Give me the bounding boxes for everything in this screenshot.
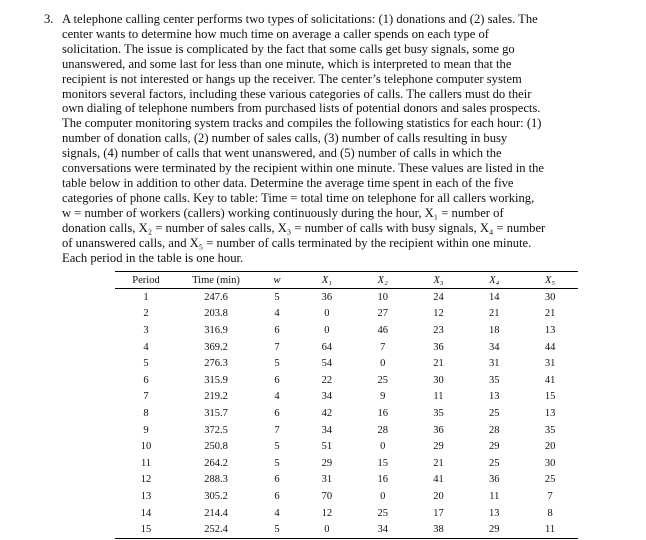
table-cell: 12 <box>433 308 444 320</box>
table-cell: 7 <box>274 341 280 353</box>
table-cell: 12 <box>140 474 152 486</box>
table-cell: 18 <box>489 324 500 336</box>
table-cell: 25 <box>544 474 556 486</box>
table-cell: 54 <box>321 358 333 370</box>
table-cell: 36 <box>489 474 500 486</box>
call-statistics-table <box>115 271 578 539</box>
table-cell: 42 <box>321 407 333 419</box>
table-cell: 11 <box>522 521 578 538</box>
table-row <box>115 472 578 489</box>
table-cell: 276.3 <box>204 358 228 370</box>
column-header: X₂ <box>355 272 411 289</box>
table-cell: 29 <box>466 521 522 538</box>
table-cell: 6 <box>274 407 280 419</box>
table-row <box>115 372 578 389</box>
table-cell: 31 <box>489 358 500 370</box>
problem-text-line: The computer monitoring system tracks and compiles the following statistics for each hour: (1) <box>62 116 542 131</box>
table-cell: 6 <box>274 324 280 336</box>
table-cell: 250.8 <box>204 441 228 453</box>
problem-statement <box>62 12 642 265</box>
table-cell: 35 <box>433 407 444 419</box>
problem-text-line: categories of phone calls. Key to table: Time = total time on telephone for all callers working, <box>62 190 535 205</box>
table-cell: 5 <box>255 521 299 538</box>
table-row <box>115 422 578 439</box>
table-cell: 10 <box>377 291 388 303</box>
table-cell: 34 <box>321 391 333 403</box>
table-cell: 5 <box>143 358 149 370</box>
table-row <box>115 505 578 522</box>
table-cell: 219.2 <box>204 391 228 403</box>
table-cell: 44 <box>544 341 556 353</box>
table-cell: 4 <box>143 341 149 353</box>
table-cell: 252.4 <box>177 521 255 538</box>
table-cell: 13 <box>544 324 556 336</box>
problem-text-line: conversations were terminated by the recipient within one minute. These values are listed in the <box>62 161 545 176</box>
table-cell: 214.4 <box>204 507 228 519</box>
table-cell: 14 <box>140 507 152 519</box>
column-header: X₅ <box>522 272 578 289</box>
table-cell: 0 <box>380 358 386 370</box>
table-cell: 41 <box>544 374 556 386</box>
table-cell: 8 <box>547 507 553 519</box>
table-cell: 13 <box>489 391 500 403</box>
table-cell: 11 <box>433 391 444 403</box>
problem-text-line: monitors several factors, including these various categories of calls. The callers must do their <box>62 86 532 101</box>
table-header-row <box>115 272 578 289</box>
table-row <box>115 521 578 538</box>
table-cell: 28 <box>489 424 500 436</box>
table-cell: 41 <box>433 474 444 486</box>
table-cell: 0 <box>324 324 330 336</box>
table-cell: 35 <box>544 424 556 436</box>
table-cell: 14 <box>489 291 500 303</box>
table-cell: 0 <box>324 308 330 320</box>
column-header: X₃ <box>411 272 467 289</box>
table-cell: 11 <box>140 457 152 469</box>
table-row <box>115 306 578 323</box>
table-row <box>115 339 578 356</box>
table-cell: 34 <box>355 521 411 538</box>
table-cell: 247.6 <box>204 291 228 303</box>
table-cell: 24 <box>433 291 444 303</box>
table-cell: 21 <box>489 308 500 320</box>
table-cell: 8 <box>143 407 149 419</box>
table-cell: 6 <box>274 474 280 486</box>
table-cell: 10 <box>140 441 152 453</box>
table-cell: 15 <box>377 457 388 469</box>
table-cell: 15 <box>115 521 177 538</box>
table-cell: 29 <box>321 457 333 469</box>
problem-text-line: own dialing of telephone numbers from purchased lists of potential donors and sales prospects. <box>62 101 541 116</box>
table-cell: 21 <box>544 308 556 320</box>
table-cell: 1 <box>143 291 149 303</box>
table-row <box>115 455 578 472</box>
column-header: Period <box>115 272 177 289</box>
table-cell: 30 <box>544 291 556 303</box>
table-cell: 7 <box>274 424 280 436</box>
table-cell: 7 <box>547 490 553 502</box>
table-cell: 20 <box>433 490 444 502</box>
table-cell: 46 <box>377 324 388 336</box>
table-cell: 31 <box>544 358 556 370</box>
table-cell: 23 <box>433 324 444 336</box>
table-row <box>115 322 578 339</box>
problem-text-line: A telephone calling center performs two types of solicitations: (1) donations and (2) sales. The <box>62 12 538 26</box>
table-cell: 15 <box>544 391 556 403</box>
table-cell: 0 <box>299 521 355 538</box>
table-cell: 31 <box>321 474 333 486</box>
table-cell: 70 <box>321 490 333 502</box>
table-cell: 7 <box>143 391 149 403</box>
table-cell: 64 <box>321 341 333 353</box>
table-row <box>115 405 578 422</box>
table-cell: 16 <box>377 407 388 419</box>
table-cell: 203.8 <box>204 308 228 320</box>
table-cell: 25 <box>377 374 388 386</box>
table-cell: 29 <box>489 441 500 453</box>
table-cell: 27 <box>377 308 388 320</box>
table-cell: 34 <box>489 341 500 353</box>
table-cell: 25 <box>489 457 500 469</box>
table-cell: 0 <box>380 441 386 453</box>
table-cell: 0 <box>380 490 386 502</box>
problem-number: 3. <box>44 12 54 26</box>
column-header: X₁ <box>299 272 355 289</box>
table-cell: 13 <box>489 507 500 519</box>
table-cell: 6 <box>274 374 280 386</box>
table-cell: 315.9 <box>204 374 228 386</box>
table-cell: 5 <box>274 358 280 370</box>
table-cell: 36 <box>433 424 444 436</box>
table-row <box>115 355 578 372</box>
problem-text-line: recipient is not interested or hangs up the receiver. The center’s telephone computer system <box>62 71 522 86</box>
table-cell: 11 <box>489 490 500 502</box>
table-cell: 3 <box>143 324 149 336</box>
table-cell: 4 <box>274 308 280 320</box>
problem-text-line: donation calls, X₂ = number of sales calls, X₃ = number of calls with busy signals, X₄ = number <box>62 220 546 235</box>
table-cell: 13 <box>140 490 152 502</box>
problem-text-line: table below in addition to other data. Determine the average time spent in each of the five <box>62 175 514 190</box>
problem-text-line: of unanswered calls, and X₅ = number of calls terminated by the recipient within one minute. <box>62 235 532 250</box>
table-cell: 372.5 <box>204 424 228 436</box>
column-header: X₄ <box>466 272 522 289</box>
table-cell: 369.2 <box>204 341 228 353</box>
table-cell: 22 <box>321 374 333 386</box>
table-cell: 6 <box>143 374 149 386</box>
table-cell: 9 <box>143 424 149 436</box>
table-cell: 25 <box>489 407 500 419</box>
table-cell: 34 <box>321 424 333 436</box>
table-cell: 36 <box>321 291 333 303</box>
table-cell: 35 <box>489 374 500 386</box>
table-cell: 20 <box>544 441 556 453</box>
table-row <box>115 289 578 306</box>
table-cell: 21 <box>433 457 444 469</box>
table-cell: 25 <box>377 507 388 519</box>
table-cell: 9 <box>380 391 386 403</box>
table-cell: 305.2 <box>204 490 228 502</box>
table-row <box>115 488 578 505</box>
table-cell: 30 <box>433 374 444 386</box>
table-cell: 4 <box>274 507 280 519</box>
problem-text-line: center wants to determine how much time on average a caller spends on each type of <box>62 26 489 41</box>
table-cell: 288.3 <box>204 474 228 486</box>
table-cell: 51 <box>321 441 333 453</box>
problem-text-line: unanswered, and some last for less than one minute, which is interpreted to mean that the <box>62 56 512 71</box>
table-cell: 5 <box>274 441 280 453</box>
column-header: Time (min) <box>177 272 255 289</box>
table-cell: 4 <box>274 391 280 403</box>
table-cell: 5 <box>274 291 280 303</box>
problem-text-line: Each period in the table is one hour. <box>62 250 244 265</box>
table-cell: 17 <box>433 507 444 519</box>
problem-text-line: w = number of workers (callers) working continuously during the hour, X₁ = number of <box>62 205 504 220</box>
problem-text-line: number of donation calls, (2) number of sales calls, (3) number of calls resulting in busy <box>62 131 508 146</box>
table-cell: 16 <box>377 474 388 486</box>
table-row <box>115 438 578 455</box>
table-cell: 12 <box>321 507 333 519</box>
table-cell: 36 <box>433 341 444 353</box>
table-cell: 2 <box>143 308 149 320</box>
table-cell: 6 <box>274 490 280 502</box>
table-cell: 5 <box>274 457 280 469</box>
table-cell: 28 <box>377 424 388 436</box>
table-cell: 29 <box>433 441 444 453</box>
table-row <box>115 389 578 406</box>
column-header: w <box>255 272 299 289</box>
problem-text-line: signals, (4) number of calls that went unanswered, and (5) number of calls in which the <box>62 146 502 161</box>
table-cell: 21 <box>433 358 444 370</box>
table-cell: 316.9 <box>204 324 228 336</box>
table-cell: 7 <box>380 341 386 353</box>
table-cell: 30 <box>544 457 556 469</box>
table-cell: 264.2 <box>204 457 228 469</box>
table-cell: 38 <box>411 521 467 538</box>
table-cell: 13 <box>544 407 556 419</box>
problem-text-line: solicitation. The issue is complicated by the fact that some calls get busy signals, some go <box>62 41 515 56</box>
table-cell: 315.7 <box>204 407 228 419</box>
